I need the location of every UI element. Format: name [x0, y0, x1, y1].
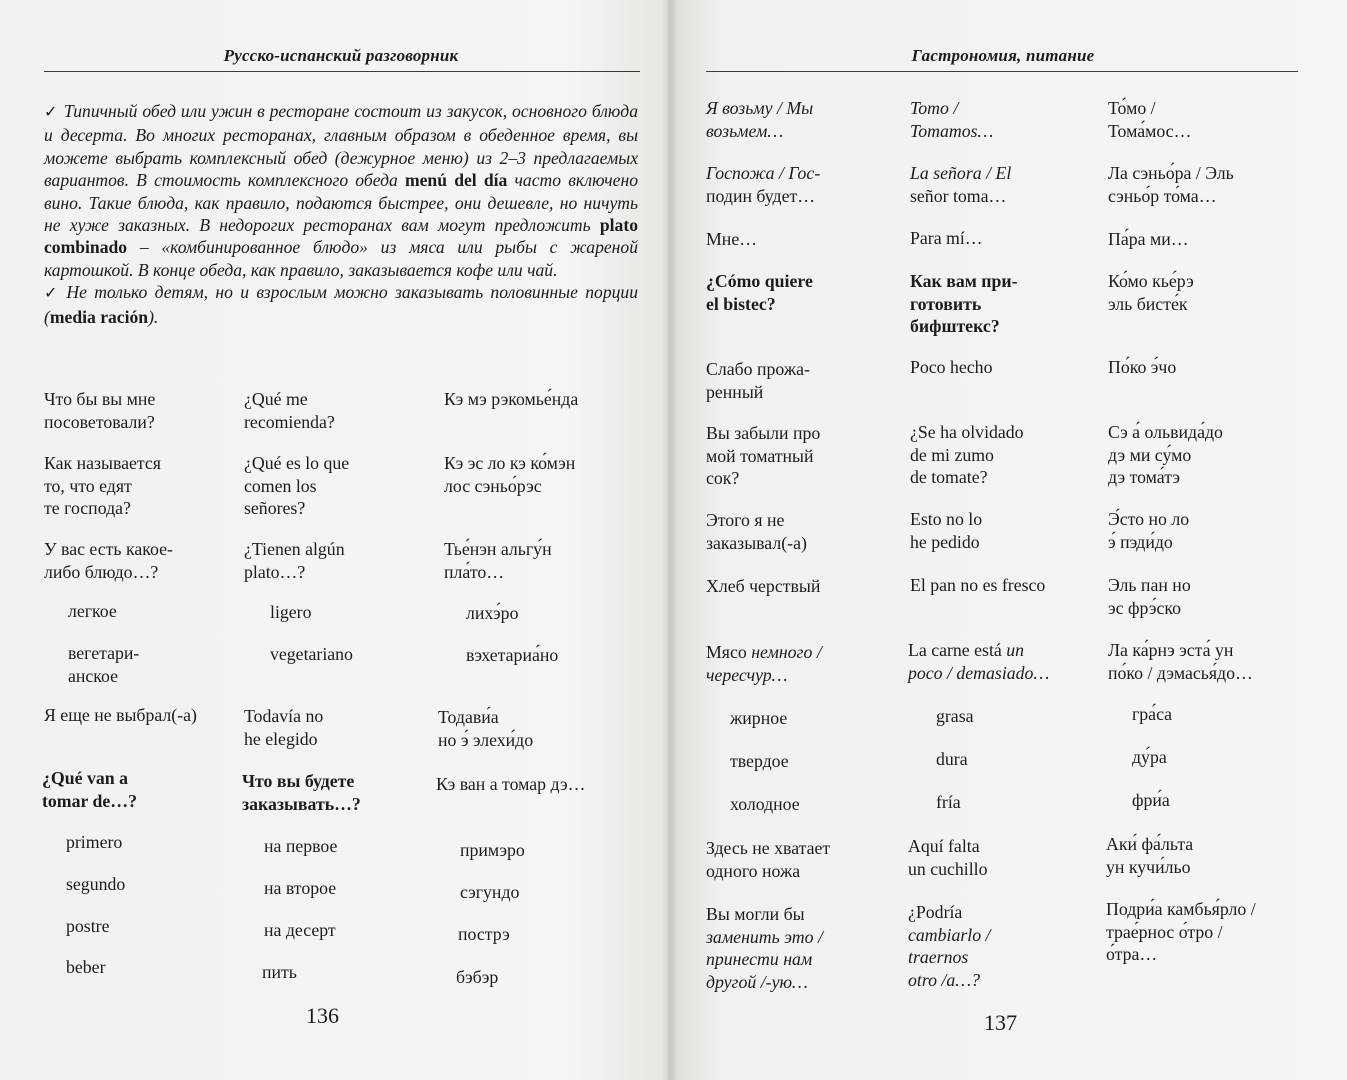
phrase-ru: У вас есть какое- либо блюдо…?: [44, 539, 173, 582]
phrase-es: grasa: [936, 706, 974, 726]
phrase-pron: Кэ эс ло кэ ко́мэн лос сэньо́рэс: [444, 453, 576, 496]
phrase-ru: пить: [262, 962, 297, 982]
intro-note: [44, 100, 638, 328]
phrase-ru: легкое: [68, 601, 117, 621]
phrase-pron: бэбэр: [456, 967, 499, 987]
phrase-ru: вегетари- анское: [68, 643, 140, 686]
phrase-ru: на десерт: [264, 920, 336, 940]
note-paragraph-2: [44, 281, 638, 328]
page-number-right: 137: [984, 1010, 1017, 1035]
phrase-es: El pan no es fresco: [910, 575, 1046, 595]
phrase-pron: Э́сто но ло э́ пэди́до: [1108, 509, 1190, 552]
phrase-pron: ду́ра: [1132, 747, 1167, 767]
phrase-pron: Сэ а́ ольвида́до дэ ми су́мо дэ тома́тэ: [1108, 422, 1223, 487]
phrase-ru: Хлеб черствый: [706, 576, 821, 596]
phrase-es: Esto no lo he pedido: [910, 509, 983, 552]
phrase-es: dura: [936, 749, 968, 769]
left-page: [0, 0, 668, 1080]
phrase-pron: Ла сэньо́ра / Эль сэньо́р то́ма…: [1108, 163, 1234, 206]
phrase-pron: пострэ: [458, 924, 510, 944]
phrase-es: ¿Tienen algún plato…?: [244, 539, 345, 582]
phrase-es: ¿Se ha olvidado de mi zumo de tomate?: [910, 422, 1024, 487]
phrase-es: ¿Qué es lo que comen los señores?: [244, 453, 350, 518]
phrase-ru: Мне…: [706, 229, 757, 249]
phrase-ru: Слабо прожа- ренный: [706, 359, 810, 402]
phrase-pron: гра́са: [1132, 704, 1173, 724]
phrase-pron: фри́а: [1132, 790, 1170, 810]
phrase-pron: лихэ́ро: [466, 603, 519, 623]
note-text: ).: [148, 306, 159, 327]
phrase-ru: Здесь не хватает одного ножа: [706, 838, 831, 881]
phrase-pron: Ла ка́рнэ эста́ ун по́ко / дэмасья́до…: [1108, 640, 1253, 683]
phrase-pron: Тье́нэн альгу́н пла́то…: [444, 539, 552, 582]
term-plato-combinado: plato combinado: [44, 215, 638, 258]
phrase-ru: Вы могли бы заменить это / принести нам другой /-ую…: [706, 904, 823, 992]
running-head-right: Гастрономия, питание: [911, 46, 1095, 65]
phrase-pron: Кэ ван а томар дэ…: [436, 774, 586, 794]
right-page: [668, 0, 1347, 1080]
phrase-ru: Вы забыли про мой томатный сок?: [706, 423, 821, 488]
phrase-es: ¿Podría cambiarlo / traernos otro /a…?: [908, 902, 991, 990]
phrase-ru: Мясо немного / чересчур…: [706, 642, 822, 685]
phrase-es: Para mí…: [910, 228, 983, 248]
phrase-es: primero: [66, 832, 123, 852]
phrase-ru: холодное: [730, 794, 800, 814]
phrase-ru: на второе: [264, 878, 337, 898]
phrase-ru: Я еще не выбрал(-а): [44, 705, 197, 725]
note-text: часто включено вино. Такие блюда, как правило, подаются быстрее, они дешевле, но ничуть не хуже заказных. В недорогих ресторанах вам могут предложить: [44, 170, 638, 236]
phrase-es-bold: ¿Qué van a tomar de…?: [42, 768, 137, 811]
phrase-pron: Кэ мэ рэкомье́нда: [444, 389, 579, 409]
book-gutter: [662, 0, 678, 1080]
phrase-pron: Ко́мо кье́рэ эль бисте́к: [1108, 271, 1194, 314]
phrase-pron: То́мо / Тома́мос…: [1108, 98, 1192, 141]
note-text: Типичный обед или ужин в ресторане состоит из закусок, основного блюда и десерта. Во многих ресторанах, главным образом в обеденное время, вы можете выбрать комплексный обед (дежурное меню) из 2–3 предлагаемых вариантов. В стоимость комплексного обеда: [44, 101, 639, 191]
phrase-es: beber: [66, 957, 106, 977]
phrase-ru: твердое: [730, 751, 789, 771]
term-menu-del-dia: menú del día: [404, 170, 508, 191]
page-number-left: 136: [306, 1003, 339, 1028]
phrase-ru: Как называется то, что едят те господа?: [44, 453, 161, 518]
phrase-ru: Что бы вы мне посоветовали?: [44, 389, 156, 432]
phrase-ru: Я возьму / Мы возьмем…: [706, 98, 814, 141]
note-text: – «комбинированное блюдо» из мяса или рыбы с жареной картошкой. В конце обеда, как правило, заказывается кофе или чай.: [44, 237, 638, 280]
phrase-es: ¿Qué me recomienda?: [244, 389, 335, 432]
note-text: Не только детям, но и взрослым можно заказывать половинные порции (: [44, 282, 639, 327]
phrase-es: La carne está un poco / demasiado…: [908, 640, 1050, 683]
phrase-es: vegetariano: [270, 644, 353, 664]
phrase-es: segundo: [66, 874, 126, 894]
phrase-pron: сэгундо: [460, 882, 520, 902]
phrase-pron: Па́ра ми…: [1108, 229, 1189, 249]
phrase-es-bold: ¿Cómo quiere el bistec?: [706, 271, 813, 314]
phrase-es: Poco hecho: [910, 357, 993, 377]
note-paragraph-1: [44, 100, 638, 281]
checkmark-icon: ✓: [44, 104, 58, 121]
phrase-ru-bold: Как вам при- готовить бифштекс?: [910, 271, 1018, 336]
header-rule-right: [706, 71, 1298, 72]
phrase-pron: Эль пан но эс фрэ́ско: [1108, 575, 1191, 618]
phrase-es: Todavía no he elegido: [244, 706, 324, 749]
phrase-pron: Аки́ фа́льта ун кучи́льо: [1106, 834, 1194, 877]
phrase-pron: примэро: [460, 840, 525, 860]
phrase-pron: По́ко э́чо: [1108, 357, 1177, 377]
phrase-es: Aquí falta un cuchillo: [908, 836, 988, 879]
header-rule-left: [44, 71, 640, 72]
phrase-ru: Госпожа / Гос- подин будет…: [706, 163, 821, 206]
phrase-pron: вэхетариа́но: [466, 645, 559, 665]
phrase-ru-bold: Что вы будете заказывать…?: [242, 771, 361, 814]
phrase-pron: Подри́а камбья́рло / трае́рнос о́тро / о́тра…: [1106, 899, 1256, 964]
phrase-es: Tomo / Tomamos…: [910, 98, 994, 141]
term-media-racion: media ración: [49, 306, 149, 327]
phrase-ru: жирное: [730, 708, 788, 728]
phrase-es: La señora / El señor toma…: [910, 163, 1012, 206]
phrase-pron: Тодави́а но э́ элехи́до: [438, 707, 534, 750]
phrase-es: fría: [936, 792, 961, 812]
phrase-ru: на первое: [264, 836, 338, 856]
checkmark-icon: ✓: [44, 285, 61, 303]
running-head-left: Русско-испанский разговорник: [223, 46, 459, 65]
phrase-es: postre: [66, 916, 110, 936]
phrase-es: ligero: [270, 602, 312, 622]
phrase-ru: Этого я не заказывал(-а): [706, 510, 807, 553]
